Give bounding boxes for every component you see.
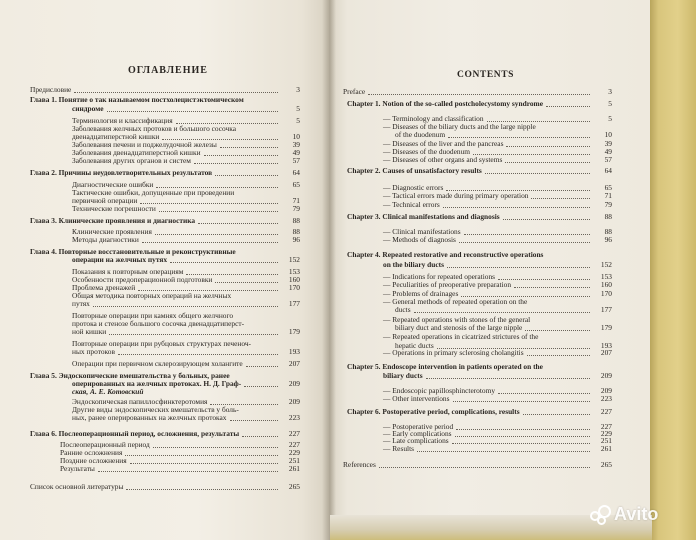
toc-ru-entry-title: двенадцатиперстной кишки bbox=[72, 132, 160, 141]
toc-en-entry-page: 152 bbox=[600, 260, 612, 269]
toc-ru-dot-leader bbox=[198, 217, 278, 224]
toc-ru-entry-title: ных протоков bbox=[72, 347, 115, 356]
toc-en-entry-title: — Diseases of other organs and systems bbox=[383, 155, 503, 164]
toc-ru-dot-leader bbox=[155, 228, 278, 235]
toc-en-entry-title: — Postoperative period bbox=[383, 422, 454, 431]
toc-ru-entry-page: 5 bbox=[296, 104, 300, 113]
toc-en-entry-title: — Terminology and classification bbox=[383, 114, 484, 123]
toc-title-russian: ОГЛАВЛЕНИЕ bbox=[128, 65, 208, 76]
toc-ru-entry-title: Предисловие bbox=[30, 85, 72, 94]
toc-ru-dot-leader bbox=[153, 441, 278, 448]
toc-en-entry-title: References bbox=[343, 460, 376, 469]
toc-en-entry-page: 160 bbox=[600, 280, 612, 289]
toc-en-entry-title: Chapter 5. Endoscope intervention in patients operated on the bbox=[347, 362, 543, 371]
toc-ru-entry-page: 209 bbox=[288, 397, 300, 406]
toc-ru-dot-leader bbox=[126, 483, 278, 490]
toc-ru-dot-leader bbox=[98, 465, 278, 472]
toc-ru-entry-title: Повторные операции при рубцовых структурах печеноч- bbox=[72, 339, 252, 348]
toc-title-english: CONTENTS bbox=[457, 70, 515, 80]
toc-ru-entry-title: Заболевания желчных протоков и большого сосочка bbox=[72, 124, 237, 133]
toc-en-entry-title: — Tactical errors made during primary operation bbox=[383, 191, 529, 200]
toc-ru-entry-title: Показания к повторным операциям bbox=[72, 267, 184, 276]
toc-en-dot-leader bbox=[417, 445, 590, 452]
toc-ru-entry-page: 193 bbox=[288, 347, 300, 356]
toc-en-entry-title: — General methods of repeated operation on the bbox=[383, 297, 528, 306]
toc-ru-dot-leader bbox=[162, 133, 278, 140]
toc-ru-dot-leader bbox=[204, 149, 278, 156]
toc-ru-entry-title: Глава 4. Повторные восстановительные и реконструктивные bbox=[30, 247, 236, 256]
toc-ru-entry-page: 65 bbox=[292, 180, 300, 189]
toc-en-entry-page: 71 bbox=[604, 191, 612, 200]
toc-en-dot-leader bbox=[461, 290, 590, 297]
toc-ru-entry-title: Глава 2. Причины неудовлетворительных результатов bbox=[30, 168, 213, 177]
toc-ru-entry-page: 152 bbox=[288, 255, 300, 264]
toc-en-dot-leader bbox=[473, 148, 590, 155]
toc-en-entry-title: — Methods of diagnosis bbox=[383, 235, 456, 244]
toc-ru-entry-page: 179 bbox=[288, 327, 300, 336]
toc-en-dot-leader bbox=[525, 324, 590, 331]
toc-ru-entry-page: 265 bbox=[288, 482, 300, 491]
toc-en-entry-title: — Diseases of the liver and the pancreas bbox=[383, 139, 504, 148]
toc-en-entry-page: 227 bbox=[600, 422, 612, 431]
toc-ru-entry-page: 261 bbox=[288, 464, 300, 473]
toc-ru-entry-page: 227 bbox=[288, 429, 300, 438]
toc-ru-dot-leader bbox=[244, 380, 278, 387]
toc-en-entry-page: 5 bbox=[608, 99, 612, 108]
toc-ru-dot-leader bbox=[194, 157, 278, 164]
toc-en-dot-leader bbox=[503, 213, 590, 220]
toc-en-entry-title: — Diseases of the duodenum bbox=[383, 147, 471, 156]
toc-en-entry-page: 209 bbox=[600, 371, 612, 380]
toc-ru-entry-title: Клинические проявления bbox=[72, 227, 152, 236]
toc-en-entry-title: — Peculiarities of preoperative preparation bbox=[383, 280, 512, 289]
toc-en-entry-title: — Operations in primary sclerosing cholangitis bbox=[383, 348, 524, 357]
toc-en-entry-title: Chapter 4. Repeated restorative and reconstructive operations bbox=[347, 250, 544, 259]
toc-en-dot-leader bbox=[485, 167, 590, 174]
toc-en-entry-page: 88 bbox=[604, 212, 612, 221]
toc-en-entry-page: 57 bbox=[604, 155, 612, 164]
toc-ru-entry-page: 64 bbox=[292, 168, 300, 177]
toc-ru-dot-leader bbox=[210, 398, 278, 405]
toc-en-entry-page: 153 bbox=[600, 272, 612, 281]
toc-ru-entry-title: Заболевания двенадцатиперстной кишки bbox=[72, 148, 201, 157]
toc-en-entry-page: 223 bbox=[600, 394, 612, 403]
toc-en-entry-title: — Endoscopic papillosphincterotomy bbox=[383, 386, 496, 395]
toc-en-entry-page: 261 bbox=[600, 444, 612, 453]
toc-ru-entry-title: Общая методика повторных операций на желчных bbox=[72, 291, 232, 300]
toc-ru-entry-title: Терминология и классификация bbox=[72, 116, 173, 125]
toc-ru-entry-page: 229 bbox=[288, 448, 300, 457]
toc-ru-entry-title: Результаты bbox=[60, 464, 95, 473]
toc-en-entry-page: 251 bbox=[600, 436, 612, 445]
right-page bbox=[328, 0, 650, 540]
toc-en-dot-leader bbox=[443, 201, 590, 208]
toc-en-entry-title: — Late complications bbox=[383, 436, 449, 445]
toc-ru-dot-leader bbox=[74, 86, 278, 93]
toc-en-dot-leader bbox=[456, 423, 590, 430]
toc-ru-dot-leader bbox=[215, 169, 278, 176]
toc-en-entry-title: — Results bbox=[383, 444, 415, 453]
toc-en-dot-leader bbox=[527, 349, 590, 356]
toc-en-entry-page: 39 bbox=[604, 139, 612, 148]
toc-ru-dot-leader bbox=[246, 360, 278, 367]
toc-en-dot-leader bbox=[453, 395, 590, 402]
toc-en-entry-title: biliary duct and stenosis of the large nipple bbox=[395, 323, 523, 332]
toc-ru-entry-title: ных, ранее оперированных на желчных протоках bbox=[72, 413, 227, 422]
toc-ru-entry-title: Глава 6. Послеоперационный период, осложнения, результаты bbox=[30, 429, 240, 438]
toc-ru-entry-title: Повторные операции при камнях общего желчного bbox=[72, 311, 234, 320]
toc-ru-dot-leader bbox=[140, 197, 278, 204]
toc-ru-entry-title: Операции при первичном склерозирующем холангите bbox=[72, 359, 243, 368]
toc-en-dot-leader bbox=[368, 88, 590, 95]
toc-en-dot-leader bbox=[379, 461, 590, 468]
toc-ru-entry-page: 79 bbox=[292, 204, 300, 213]
toc-en-entry-page: 207 bbox=[600, 348, 612, 357]
toc-en-entry-title: — Diseases of the biliary ducts and the large nipple bbox=[383, 122, 536, 131]
toc-en-dot-leader bbox=[505, 156, 590, 163]
toc-ru-entry-title: синдроме bbox=[72, 104, 104, 113]
toc-en-entry-title: ducts bbox=[395, 305, 411, 314]
toc-en-dot-leader bbox=[546, 100, 590, 107]
toc-ru-entry-title: Список основной литературы bbox=[30, 482, 124, 491]
toc-en-entry-page: 96 bbox=[604, 235, 612, 244]
toc-ru-entry-page: 251 bbox=[288, 456, 300, 465]
toc-en-dot-leader bbox=[447, 261, 590, 268]
toc-ru-entry-title: Технические погрешности bbox=[72, 204, 156, 213]
toc-en-entry-page: 5 bbox=[608, 114, 612, 123]
toc-en-dot-leader bbox=[455, 430, 590, 437]
toc-en-entry-page: 265 bbox=[600, 460, 612, 469]
toc-ru-entry-title: Тактические ошибки, допущенные при проведении bbox=[72, 188, 235, 197]
toc-ru-dot-leader bbox=[242, 430, 278, 437]
toc-ru-dot-leader bbox=[159, 205, 278, 212]
toc-en-dot-leader bbox=[523, 408, 590, 415]
toc-ru-entry-title: ной кишки bbox=[72, 327, 107, 336]
toc-en-entry-page: 3 bbox=[608, 87, 612, 96]
toc-ru-dot-leader bbox=[215, 276, 278, 283]
toc-ru-entry-title: Особенности предоперационной подготовки bbox=[72, 275, 213, 284]
toc-ru-entry-title: Другие виды эндоскопических вмешательств у боль- bbox=[72, 405, 239, 414]
toc-en-entry-title: — Clinical manifestations bbox=[383, 227, 461, 236]
toc-en-entry-title: on the biliary ducts bbox=[383, 260, 444, 269]
toc-en-entry-title: biliary ducts bbox=[383, 371, 423, 380]
toc-en-entry-page: 64 bbox=[604, 166, 612, 175]
toc-en-dot-leader bbox=[498, 387, 590, 394]
toc-ru-entry-title: Заболевания печени и поджелудочной железы bbox=[72, 140, 217, 149]
toc-en-dot-leader bbox=[506, 140, 590, 147]
toc-ru-entry-page: 207 bbox=[288, 359, 300, 368]
toc-en-entry-title: of the duodenum bbox=[395, 130, 446, 139]
toc-en-entry-title: — Diagnostic errors bbox=[383, 183, 444, 192]
avito-watermark: Avito bbox=[614, 504, 659, 524]
toc-ru-entry-page: 177 bbox=[288, 299, 300, 308]
toc-ru-dot-leader bbox=[107, 105, 278, 112]
toc-ru-entry-title: операции на желчных путях bbox=[72, 255, 168, 264]
toc-ru-entry-title: Методы диагностики bbox=[72, 235, 139, 244]
toc-en-dot-leader bbox=[514, 281, 590, 288]
toc-en-entry-title: Preface bbox=[343, 87, 366, 96]
toc-en-entry-page: 170 bbox=[600, 289, 612, 298]
toc-ru-entry-page: 39 bbox=[292, 140, 300, 149]
toc-en-dot-leader bbox=[448, 131, 590, 138]
toc-ru-entry-page: 49 bbox=[292, 148, 300, 157]
toc-en-entry-title: hepatic ducts bbox=[395, 341, 434, 350]
toc-en-dot-leader bbox=[487, 115, 590, 122]
toc-en-dot-leader bbox=[531, 192, 590, 199]
toc-en-entry-page: 177 bbox=[600, 305, 612, 314]
toc-ru-dot-leader bbox=[118, 348, 278, 355]
toc-en-entry-page: 227 bbox=[600, 407, 612, 416]
toc-ru-entry-page: 3 bbox=[296, 85, 300, 94]
toc-en-entry-title: — Indications for repeated operations bbox=[383, 272, 496, 281]
toc-ru-entry-page: 227 bbox=[288, 440, 300, 449]
toc-ru-dot-leader bbox=[230, 414, 279, 421]
toc-ru-entry-title: Ранние осложнения bbox=[60, 448, 123, 457]
toc-ru-entry-title: Глава 3. Клинические проявления и диагностика bbox=[30, 216, 196, 225]
toc-en-entry-page: 229 bbox=[600, 429, 612, 438]
toc-ru-dot-leader bbox=[156, 181, 278, 188]
toc-ru-dot-leader bbox=[220, 141, 278, 148]
toc-ru-dot-leader bbox=[138, 284, 278, 291]
toc-ru-entry-page: 57 bbox=[292, 156, 300, 165]
toc-en-entry-title: Chapter 6. Postoperative period, complications, results bbox=[347, 407, 520, 416]
toc-en-dot-leader bbox=[459, 236, 590, 243]
toc-en-dot-leader bbox=[426, 372, 590, 379]
toc-ru-dot-leader bbox=[142, 236, 278, 243]
toc-en-entry-page: 49 bbox=[604, 147, 612, 156]
toc-en-entry-page: 79 bbox=[604, 200, 612, 209]
toc-en-entry-page: 65 bbox=[604, 183, 612, 192]
toc-en-dot-leader bbox=[464, 228, 590, 235]
toc-ru-dot-leader bbox=[176, 117, 278, 124]
toc-en-entry-page: 88 bbox=[604, 227, 612, 236]
toc-ru-entry-page: 5 bbox=[296, 116, 300, 125]
toc-en-entry-title: — Early complications bbox=[383, 429, 452, 438]
toc-ru-entry-page: 88 bbox=[292, 216, 300, 225]
toc-ru-entry-page: 223 bbox=[288, 413, 300, 422]
toc-ru-entry-page: 96 bbox=[292, 235, 300, 244]
toc-en-dot-leader bbox=[498, 273, 590, 280]
toc-en-entry-page: 193 bbox=[600, 341, 612, 350]
toc-ru-entry-title: путях bbox=[72, 299, 90, 308]
toc-ru-entry-page: 209 bbox=[288, 379, 300, 388]
toc-ru-dot-leader bbox=[186, 268, 278, 275]
toc-en-entry-title: Chapter 3. Clinical manifestations and diagnosis bbox=[347, 212, 500, 221]
toc-en-entry-title: Chapter 1. Notion of the so-called postcholecystomy syndrome bbox=[347, 99, 543, 108]
toc-ru-entry-title: Проблема дренажей bbox=[72, 283, 136, 292]
toc-en-dot-leader bbox=[452, 437, 590, 444]
toc-ru-entry-page: 153 bbox=[288, 267, 300, 276]
toc-en-entry-title: — Repeated operations in cicatrized strictures of the bbox=[383, 332, 539, 341]
toc-ru-entry-page: 71 bbox=[292, 196, 300, 205]
toc-ru-entry-title: Поздние осложнения bbox=[60, 456, 127, 465]
toc-en-entry-page: 10 bbox=[604, 130, 612, 139]
toc-en-entry-title: Chapter 2. Causes of unsatisfactory results bbox=[347, 166, 482, 175]
toc-en-entry-title: — Technical errors bbox=[383, 200, 440, 209]
toc-ru-entry-title: оперированных на желчных протоках. Н. Д. Граф- bbox=[72, 379, 242, 388]
toc-ru-entry-title: Глава 1. Понятие о так называемом постхолецистэктомическом bbox=[30, 95, 244, 104]
toc-en-dot-leader bbox=[414, 306, 590, 313]
toc-en-dot-leader bbox=[446, 184, 590, 191]
toc-en-entry-title: — Other interventions bbox=[383, 394, 450, 403]
toc-en-entry-title: — Repeated operations with stones of the general bbox=[383, 315, 531, 324]
toc-en-entry-page: 179 bbox=[600, 323, 612, 332]
toc-ru-entry-title: ская, А. Е. Котовский bbox=[72, 387, 144, 396]
toc-ru-entry-page: 170 bbox=[288, 283, 300, 292]
toc-ru-entry-title: Эндоскопическая папиллосфинктеротомия bbox=[72, 397, 208, 406]
toc-ru-entry-page: 88 bbox=[292, 227, 300, 236]
toc-ru-entry-title: Глава 5. Эндоскопические вмешательства у больных, ранее bbox=[30, 371, 230, 380]
book-gutter bbox=[322, 0, 336, 540]
toc-en-entry-page: 209 bbox=[600, 386, 612, 395]
avito-logo-icon bbox=[590, 505, 612, 525]
toc-ru-dot-leader bbox=[93, 300, 278, 307]
book-cover-edge bbox=[650, 0, 696, 540]
toc-ru-dot-leader bbox=[170, 256, 278, 263]
toc-ru-entry-title: первичной операции bbox=[72, 196, 138, 205]
toc-ru-entry-page: 160 bbox=[288, 275, 300, 284]
toc-ru-entry-title: протока и стенозе большого сосочка двенадцатиперст- bbox=[72, 319, 245, 328]
toc-ru-entry-page: 10 bbox=[292, 132, 300, 141]
toc-ru-entry-title: Заболевания других органов и систем bbox=[72, 156, 191, 165]
toc-ru-dot-leader bbox=[130, 457, 278, 464]
toc-en-entry-title: — Problems of drainages bbox=[383, 289, 459, 298]
toc-ru-dot-leader bbox=[109, 328, 278, 335]
toc-ru-dot-leader bbox=[125, 449, 278, 456]
toc-ru-entry-title: Послеоперационный период bbox=[60, 440, 150, 449]
toc-ru-entry-title: Диагностические ошибки bbox=[72, 180, 154, 189]
